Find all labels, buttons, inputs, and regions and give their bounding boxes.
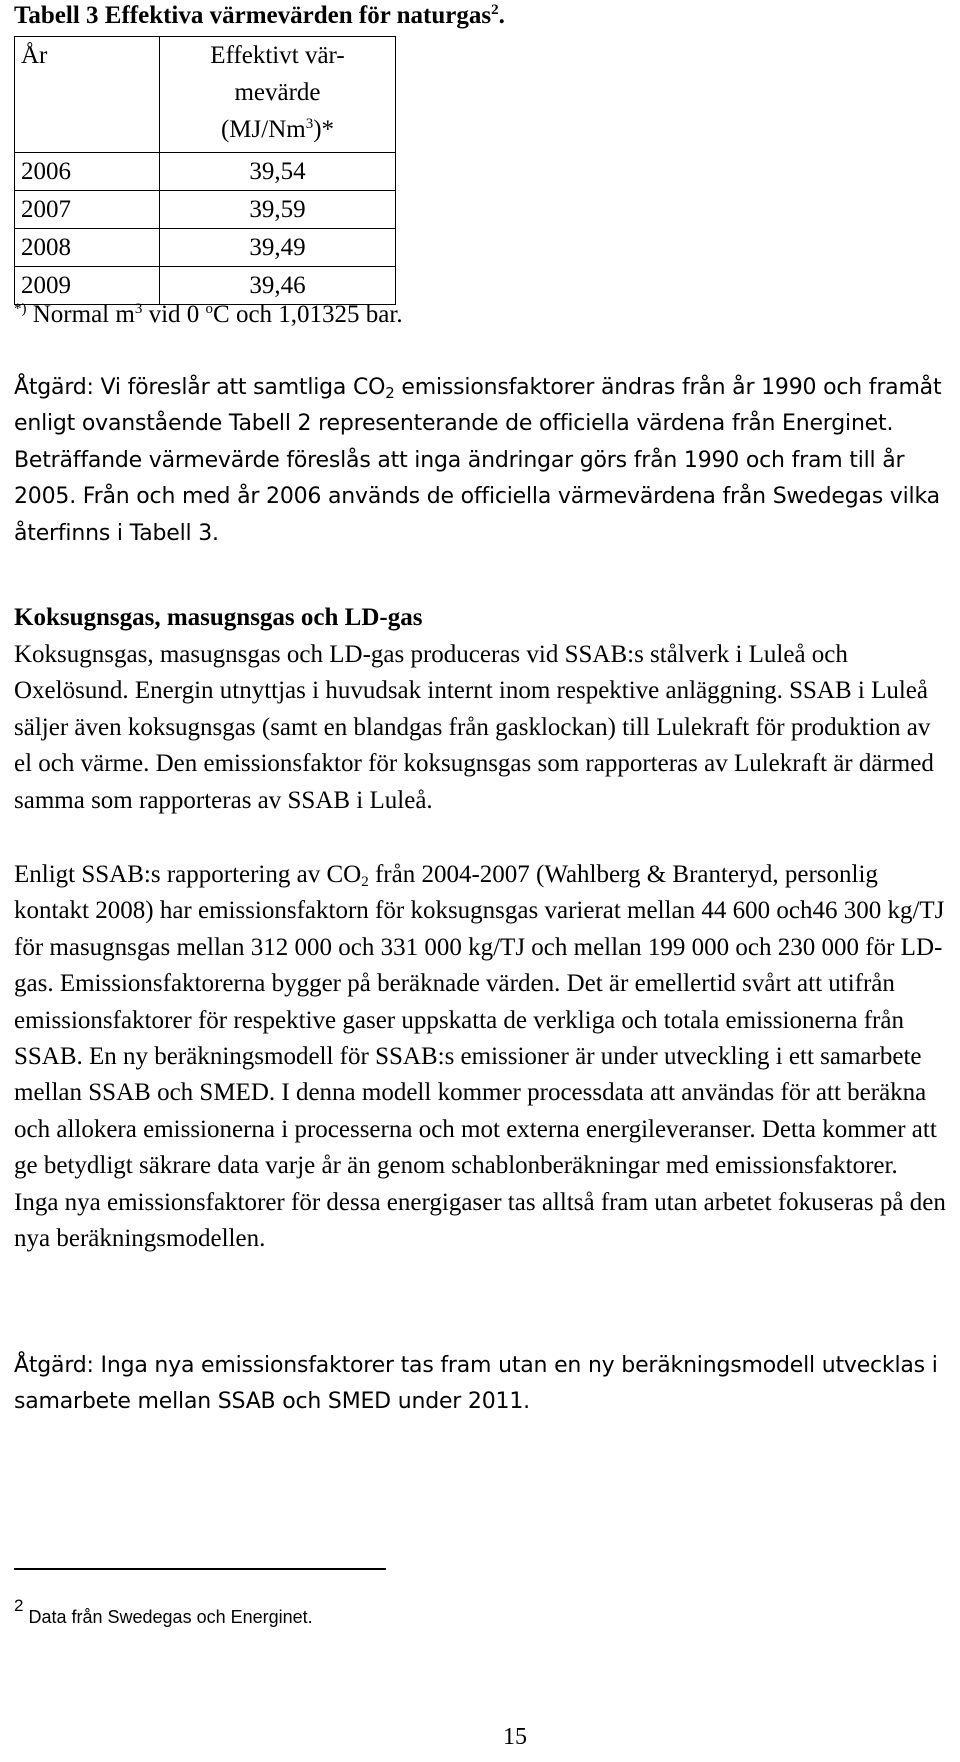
unit-text: (MJ/Nm <box>220 116 306 143</box>
caption-text: Tabell 3 Effektiva värmevärden för naturgas <box>14 2 492 29</box>
emission-paragraph <box>14 857 946 1257</box>
unit-text-end: )* <box>313 116 335 143</box>
value-cell: 39,54 <box>160 153 396 191</box>
note-text-a: Normal m <box>26 301 135 328</box>
action-paragraph-1 <box>14 370 946 552</box>
para3-sub: 2 <box>361 874 369 890</box>
table-caption <box>14 0 505 32</box>
note-text-b: vid 0 <box>142 301 206 328</box>
table-row <box>15 191 396 229</box>
footnote-text: Data från Swedegas och Energinet. <box>23 1607 313 1627</box>
header-value <box>160 37 396 153</box>
table-header-row <box>15 37 396 153</box>
table-note <box>14 299 403 331</box>
page-number: 15 <box>503 1724 527 1750</box>
note-sup-cubic: 3 <box>134 301 143 317</box>
action-paragraph-2: Åtgärd: Inga nya emissionsfaktorer tas fram utan en ny beräkningsmodell utvecklas i samarbete mellan SSAB och SMED under 2011. <box>14 1353 938 1415</box>
note-text-c: C och 1,01325 bar. <box>213 301 403 328</box>
value-cell: 39,46 <box>160 267 396 305</box>
heating-value-table <box>14 36 396 305</box>
value-cell: 39,49 <box>160 229 396 267</box>
header-value-line2: mevärde <box>234 79 321 106</box>
unit-sup: 3 <box>305 116 314 132</box>
footnote <box>14 1596 313 1628</box>
note-sup-degree: o <box>205 301 214 317</box>
para3-text-b: från 2004-2007 (Wahlberg & Branteryd, personlig kontakt 2008) har emissionsfaktorn för koksugnsgas varierat mellan 44 600 och46 300 kg/TJ för masugnsgas mellan 312 000 och 331 000 kg/TJ och mellan 199 000 och 230 000 för LD-gas. Emissionsfaktorerna bygger på beräknade värden. Det är emellertid svårt att utifrån emissionsfaktorer för respektive gaser uppskatta de verkliga och totala emissionerna från SSAB. En ny beräkningsmodell för SSAB:s emissioner är under utveckling i ett samarbete mellan SSAB och SMED. I denna modell kommer processdata att användas för att beräkna och allokera emissionerna i processerna och mot externa energileveranser. Detta kommer att ge betydligt säkrare data varje år än genom schablonberäkningar med emissionsfaktorer. Inga nya emissionsfaktorer för dessa energigaser tas alltså fram utan arbetet fokuseras på den nya beräkningsmodellen. <box>14 861 946 1253</box>
year-cell: 2009 <box>15 267 160 305</box>
para3-text-a: Enligt SSAB:s rapportering av CO <box>14 861 362 888</box>
header-value-line3 <box>166 111 389 148</box>
para1-text-b: emissionsfaktorer ändras från år 1990 och framåt enligt ovanstående Tabell 2 representerande de officiella värdena från Energinet. Beträffande värmevärde föreslås att inga ändringar görs från 1990 och fram till år 2005. Från och med år 2006 används de officiella värmevärdena från Swedegas vilka återfinns i Tabell 3. <box>14 375 942 546</box>
value-cell: 39,59 <box>160 191 396 229</box>
header-value-line1: Effektivt vär- <box>210 42 345 69</box>
caption-footnote-ref: 2 <box>491 2 499 18</box>
year-cell: 2008 <box>15 229 160 267</box>
section-paragraph: Koksugnsgas, masugnsgas och LD-gas produceras vid SSAB:s stålverk i Luleå och Oxelösund. Energin utnyttjas i huvudsak internt inom respektive anläggning. SSAB i Luleå säljer även koksugnsgas (samt en blandgas från gasklockan) till Lulekraft för produktion av el och värme. Den emissionsfaktor för koksugnsgas som rapporteras av Lulekraft är därmed samma som rapporteras av SSAB i Luleå. <box>14 641 934 814</box>
para1-sub: 2 <box>385 384 395 402</box>
footnote-number: 2 <box>14 1596 24 1615</box>
table-row <box>15 153 396 191</box>
caption-end: . <box>498 2 505 29</box>
footnote-separator <box>14 1568 386 1570</box>
section-heading: Koksugnsgas, masugnsgas och LD-gas <box>14 604 423 631</box>
year-cell: 2007 <box>15 191 160 229</box>
year-cell: 2006 <box>15 153 160 191</box>
note-marker: *) <box>14 301 27 317</box>
para1-text-a: Åtgärd: Vi föreslår att samtliga CO <box>14 375 386 400</box>
table-row <box>15 229 396 267</box>
header-year: År <box>15 37 160 153</box>
